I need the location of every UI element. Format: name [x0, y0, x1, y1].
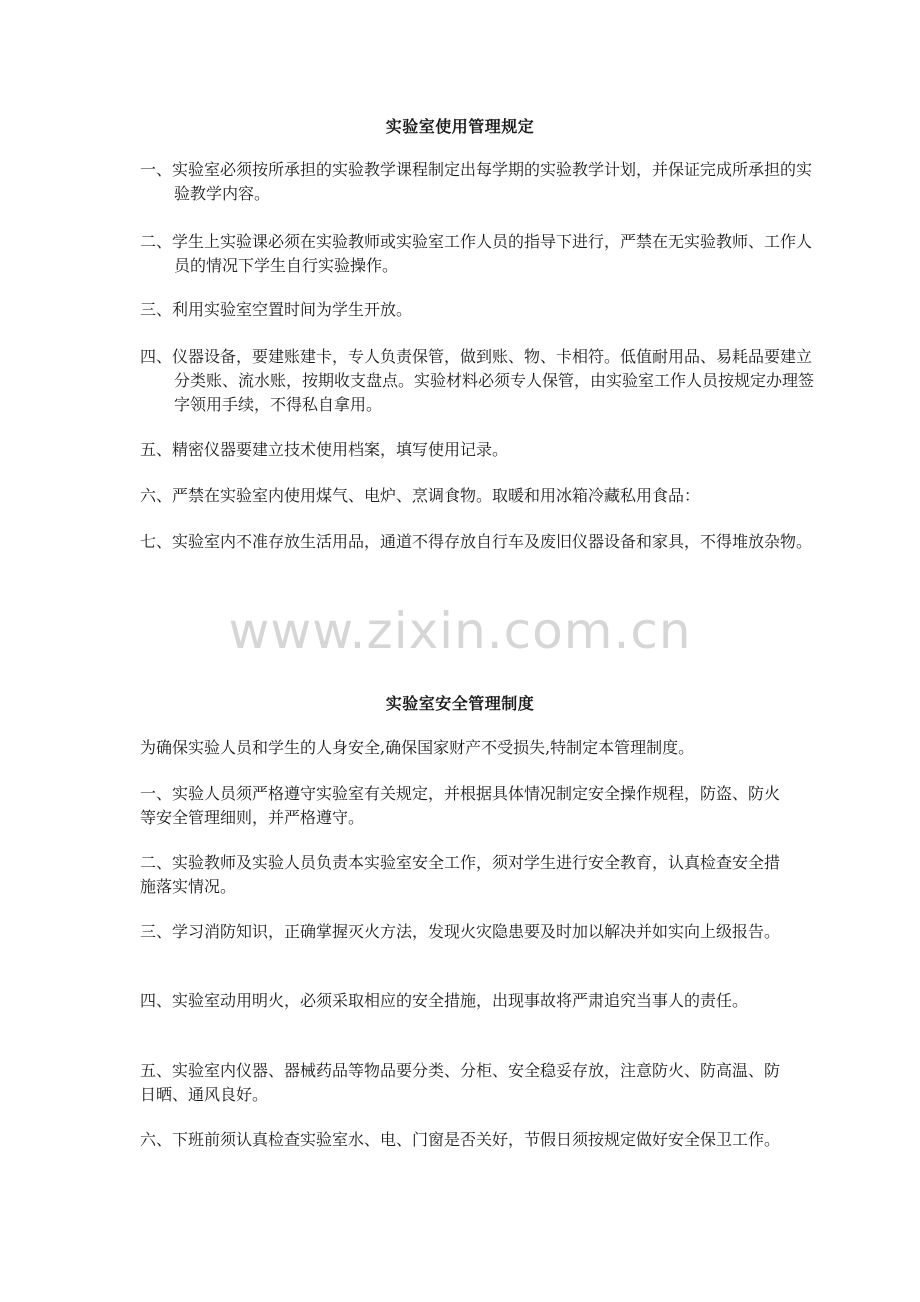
section1-item-7: 七、实验室内不准存放生活用品，通道不得存放自行车及废旧仪器设备和家具，不得堆放杂物。 — [140, 532, 813, 551]
watermark-text: www.zixin.com.cn — [228, 602, 692, 660]
section2-intro: 为确保实验人员和学生的人身安全,确保国家财产不受损失,特制定本管理制度。 — [140, 738, 695, 757]
section1-item-3: 三、利用实验室空置时间为学生开放。 — [140, 300, 413, 319]
section2-item-6: 六、下班前须认真检查实验室水、电、门窗是否关好，节假日须按规定做好安全保卫工作。 — [140, 1130, 781, 1149]
section1-item-1: 一、实验室必须按所承担的实验教学课程制定出每学期的实验教学计划，并保证完成所承担的实验教学内容。 — [140, 160, 813, 203]
section2-item-3: 三、学习消防知识，正确掌握灭火方法，发现火灾隐患要及时加以解决并如实向上级报告。 — [140, 922, 781, 941]
section1-item-4: 四、仪器设备，要建账建卡，专人负责保管，做到账、物、卡相符。低值耐用品、易耗品要建立分类账、流水账，按期收支盘点。实验材料必须专人保管，由实验室工作人员按规定办理签字领用手续，不得私自拿用。 — [140, 347, 815, 414]
section2-item-4: 四、实验室动用明火，必须采取相应的安全措施，出现事故将严肃追究当事人的责任。 — [140, 991, 749, 1010]
section2-item-5: 五、实验室内仪器、器械药品等物品要分类、分柜、安全稳妥存放，注意防火、防高温、防日晒、通风良好。 — [140, 1061, 781, 1104]
section1-item-5: 五、精密仪器要建立技术使用档案，填写使用记录。 — [140, 440, 509, 459]
section2-item-1: 一、实验人员须严格遵守实验室有关规定，并根据具体情况制定安全操作规程，防盗、防火等安全管理细则，并严格遵守。 — [140, 784, 781, 827]
section1-item-2: 二、学生上实验课必须在实验教师或实验室工作人员的指导下进行，严禁在无实验教师、工作人员的情况下学生自行实验操作。 — [140, 232, 813, 275]
section1-item-6: 六、严禁在实验室内使用煤气、电炉、烹调食物。取暖和用冰箱冷藏私用食品： — [140, 486, 701, 505]
section2-title: 实验室安全管理制度 — [385, 694, 535, 713]
section2-item-2: 二、实验教师及实验人员负责本实验室安全工作，须对学生进行安全教育，认真检查安全措施落实情况。 — [140, 853, 781, 896]
section1-title: 实验室使用管理规定 — [385, 117, 535, 136]
